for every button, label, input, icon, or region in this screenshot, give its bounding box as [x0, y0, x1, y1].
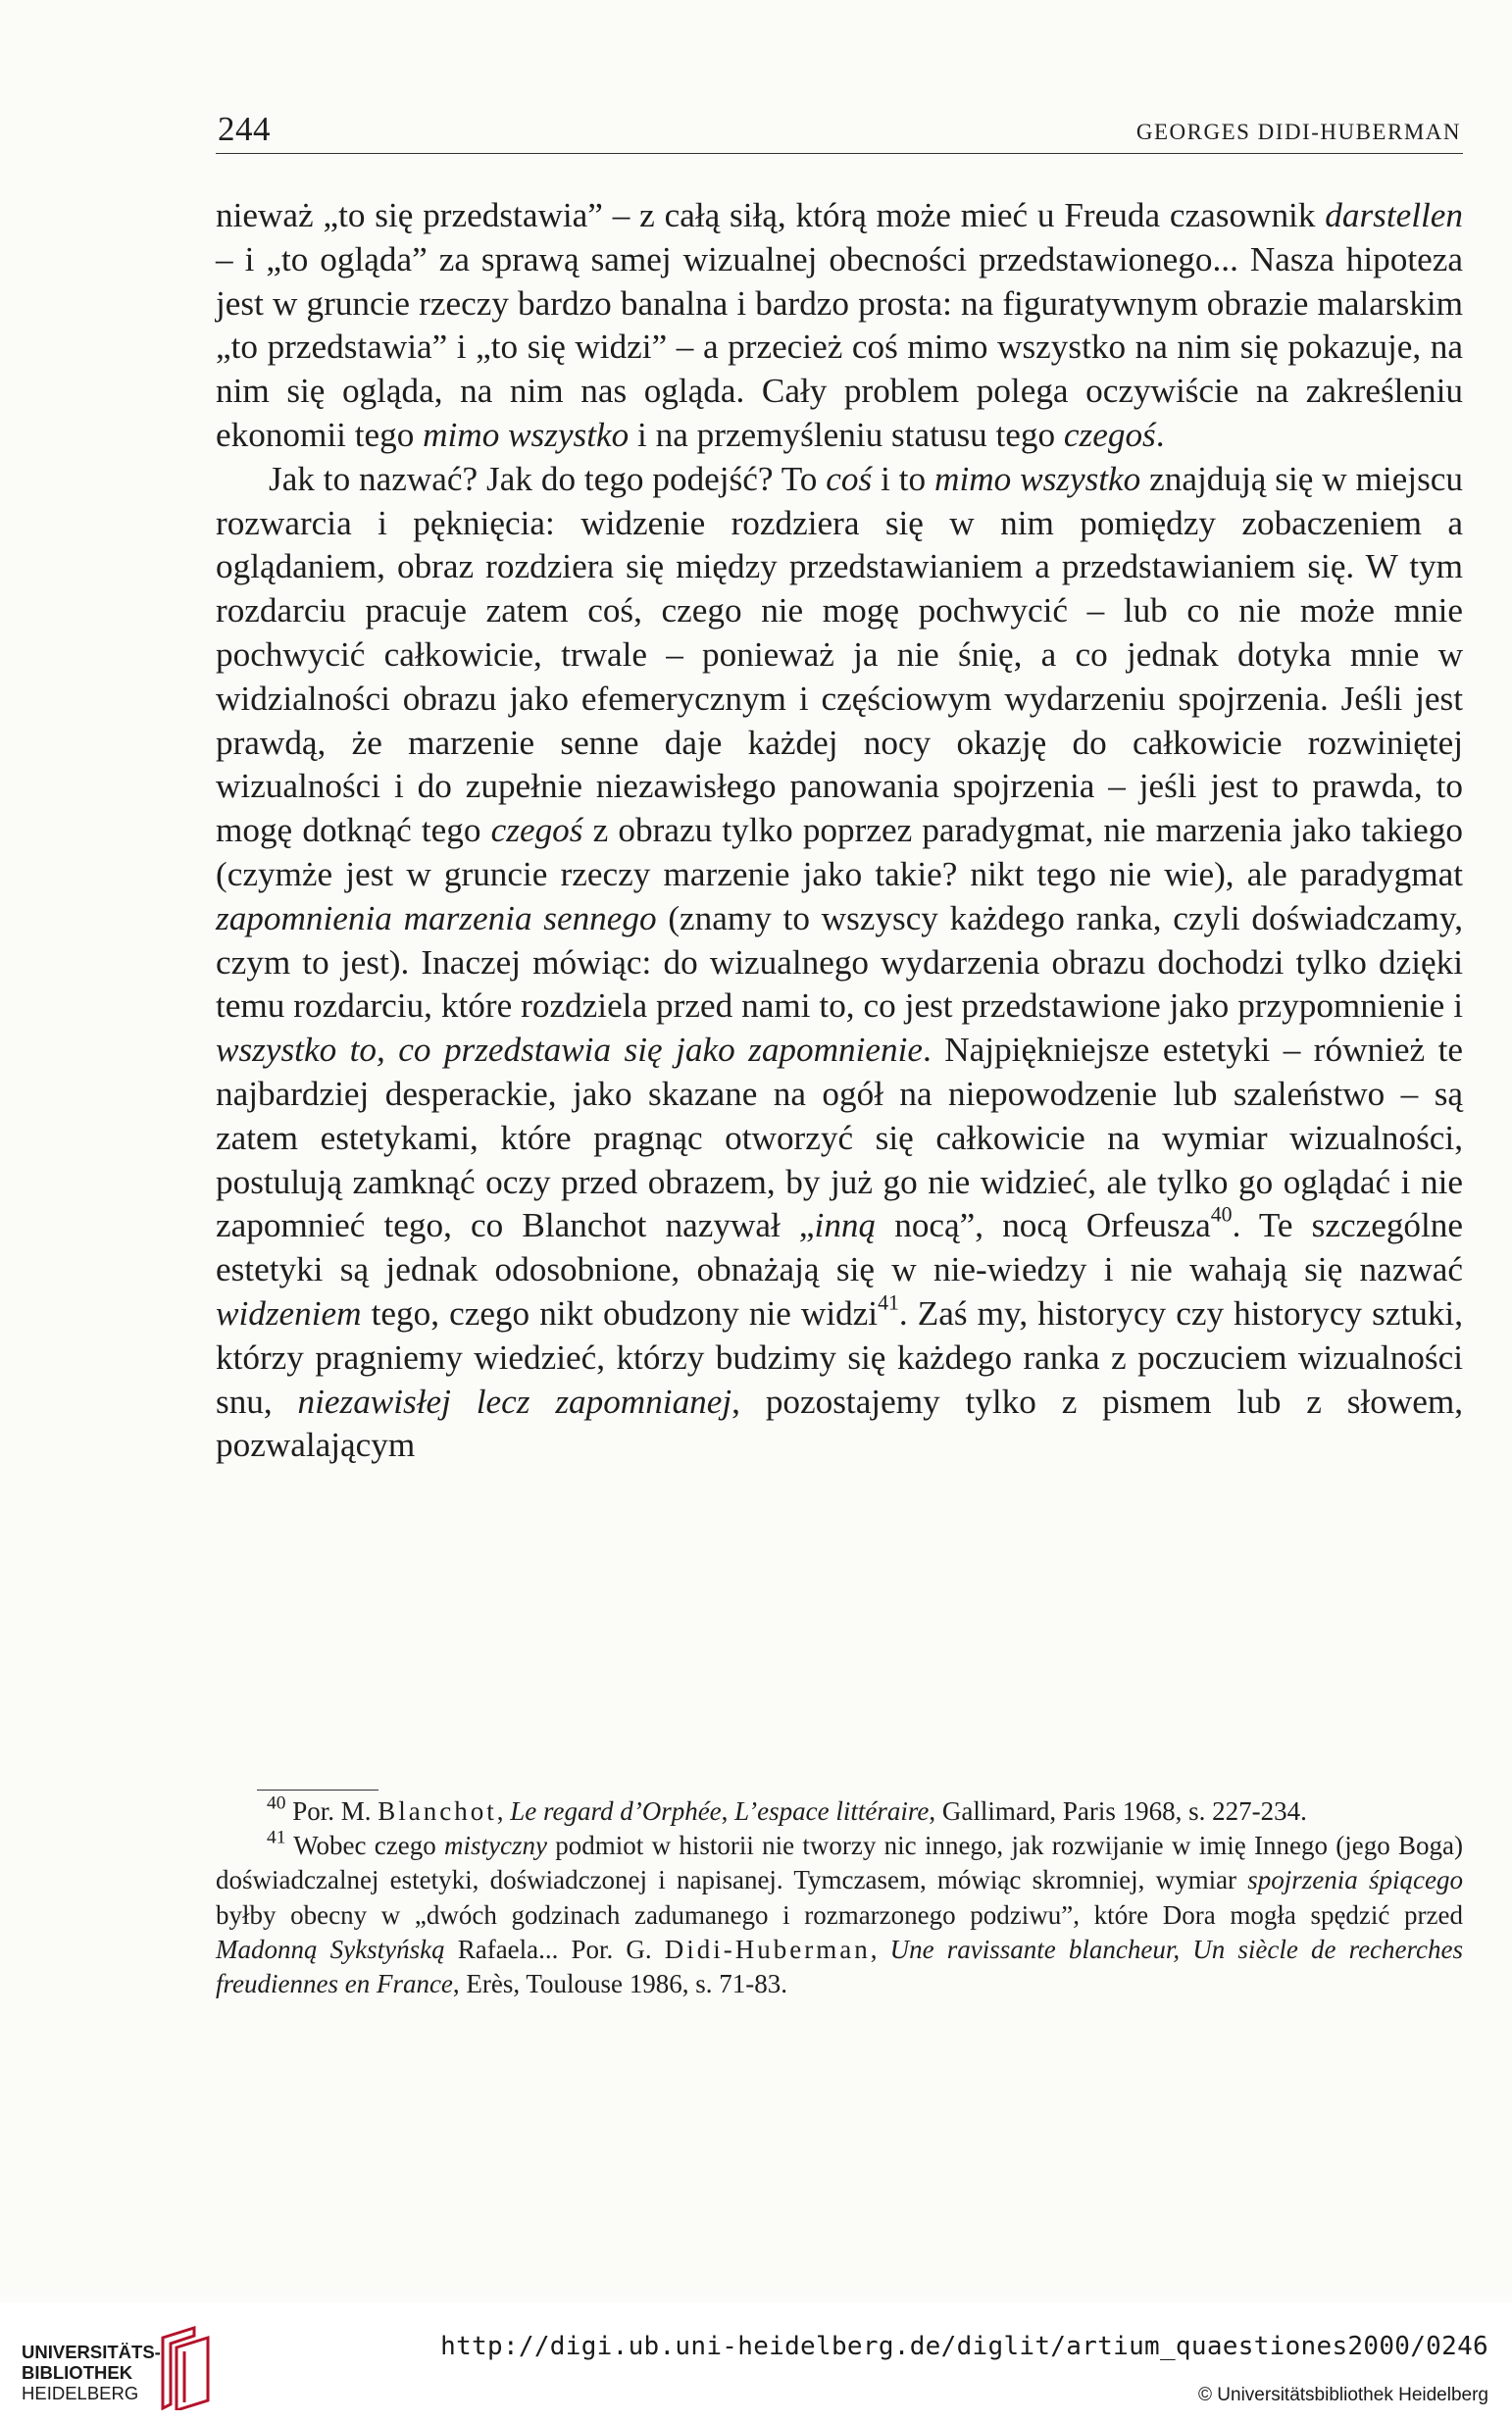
source-url-link[interactable]: http://digi.ub.uni-heidelberg.de/diglit/artium_quaestiones2000/0246	[440, 2332, 1488, 2361]
copyright-notice: © Universitätsbibliothek Heidelberg	[1198, 2385, 1488, 2405]
footnote-number: 40	[267, 1792, 286, 1814]
footnote-ref-40[interactable]: 40	[1210, 1203, 1233, 1228]
footer-bar	[0, 2302, 1512, 2422]
footnote-ref-41[interactable]: 41	[878, 1290, 899, 1315]
running-head: GEORGES DIDI-HUBERMAN	[1135, 120, 1461, 144]
library-logo-text: UNIVERSITÄTS- BIBLIOTHEK HEIDELBERG	[22, 2342, 161, 2403]
body-text	[216, 194, 1463, 1468]
footnote-number: 41	[267, 1827, 286, 1848]
footnote-41: $^{41}$ Wobec czego mistyczny podmiot w historii nie tworzy nic innego, jak rozwijanie w imię Innego (jego Boga) doświadczalnej estetyki, doświadczonej i napisanej. Tymczasem, mówiąc skromniej, wymiar spojrzenia śpiącego byłby obecny w „dwóch godzinach zadumanego i rozmarzonego podziwu”, które Dora mogła spędzić przed Madonną Sykstyńską Rafaela... Por. G. Didi-Huberman, Une ravissante blancheur, Un siècle de recherches freudiennes en France, Erès, Toulouse 1986, s. 71-83.	[216, 1827, 1464, 1999]
page-header	[216, 106, 1463, 154]
page-number: 244	[218, 110, 271, 148]
footnote-rule	[257, 1790, 378, 1791]
paragraph-1: nieważ „to się przedstawia” – z całą siłą, którą może mieć u Freuda czasownik darstellen – i „to ogląda” za sprawą samej wizualnej obecności przedstawionego... Nasza hipoteza jest w gruncie rzeczy bardzo banalna i bardzo prosta: na figuratywnym obrazie malarskim „to przedstawia” i „to się widzi” – a przecież coś mimo wszystko na nim się pokazuje, na nim się ogląda, na nim nas ogląda. Cały problem polega oczywiście na zakreśleniu ekonomii tego mimo wszystko i na przemyśleniu statusu tego czegoś.	[216, 196, 1463, 454]
library-logo-icon	[155, 2326, 216, 2410]
footnote-40: $^{40}$ Por. M. Blanchot, Le regard d’Orphée, L’espace littéraire, Gallimard, Paris 1968, s. 227-234.	[267, 1792, 1307, 1826]
footnotes	[216, 1794, 1463, 2001]
paragraph-2: Jak to nazwać? Jak do tego podejść? To coś i to mimo wszystko znajdują się w miejscu rozwarcia i pęknięcia: widzenie rozdziera się w nim pomiędzy zobaczeniem a oglądaniem, obraz rozdziera się między przedstawianiem a przedstawianiem się. W tym rozdarciu pracuje zatem coś, czego nie mogę pochwycić – lub co nie może mnie pochwycić całkowicie, trwale – ponieważ ja nie śnię, a co jednak dotyka mnie w widzialności obrazu jako efemerycznym i częściowym wydarzeniu spojrzenia. Jeśli jest prawdą, że marzenie senne daje każdej nocy okazję do całkowicie rozwiniętej wizualności i do zupełnie niezawisłego panowania spojrzenia – jeśli jest to prawda, to mogę dotknąć tego czegoś z obrazu tylko poprzez paradygmat, nie marzenia jako takiego (czymże jest w gruncie rzeczy marzenie jako takie? nikt tego nie wie), ale paradygmat zapomnienia marzenia sennego (znamy to wszyscy każdego ranka, czyli doświadczamy, czym to jest). Inaczej mówiąc: do wizualnego wydarzenia obrazu dochodzi tylko dzięki temu rozdarciu, które rozdziela przed nami to, co jest przedstawione jako przypomnienie i wszystko to, co przedstawia się jako zapomnienie. Najpiękniejsze estetyki – również te najbardziej desperackie, jako skazane na ogół na niepowodzenie lub szaleństwo – są zatem estetykami, które pragnąc otworzyć się całkowicie na wymiar wizualności, postulują zamknąć oczy przed obrazem, by już go nie widzieć, ale tylko go oglądać i nie zapomnieć tego, co Blanchot nazywał „inną nocą”, nocą Orfeusza$^{40}$. Te szczególne estetyki są jednak odosobnione, obnażają się w nie-wiedzy i nie wahają się nazwać widzeniem tego, czego nikt obudzony nie widzi$^{41}$. Zaś my, historycy czy historycy sztuki, którzy pragniemy wiedzieć, którzy budzimy się każdego ranka z poczuciem wizualności snu, niezawisłej lecz zapomnianej, pozostajemy tylko z pismem lub z słowem, pozwalającym	[216, 459, 1464, 1465]
